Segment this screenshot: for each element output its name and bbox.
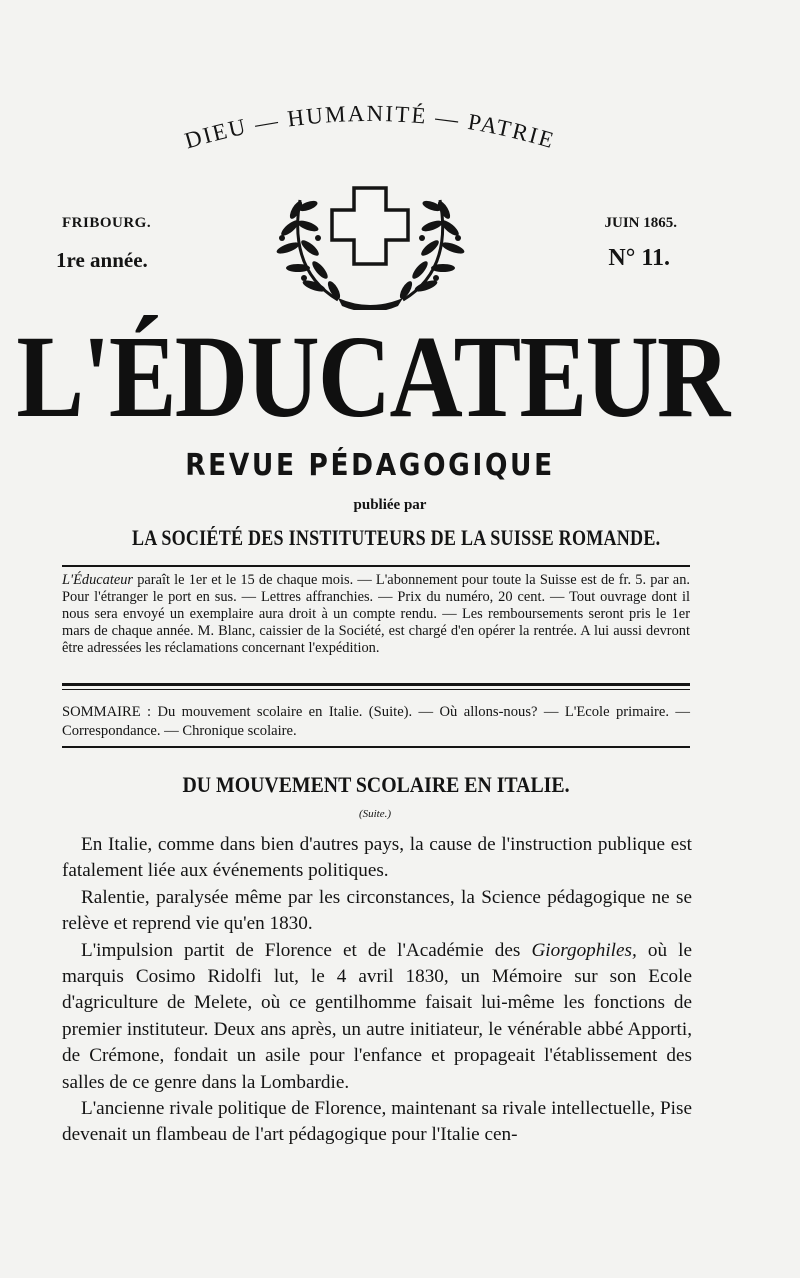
notice-text: paraît le 1er et le 15 de chaque mois. — L'abonnement pour toute la Suisse est de fr. 5. par an. Pour l'étranger le port en sus. — Lettres affranchies. — Prix du numéro, 20 cent. — Tout ouvrage dont il nous sera envoyé un exemplaire aura droit à un compte rendu. — Les remboursements seront pris le 1er mars de chaque année. M. Blanc, caissier de la Société, est chargé d'en opérer la rentrée. A lui aussi devront être adressées les réclamations concernant l'expédition. xyxy=(62,572,690,656)
swiss-cross-wreath-icon xyxy=(268,180,473,310)
article-body xyxy=(62,832,692,1149)
volume-year: 1re année. xyxy=(56,248,148,272)
publication-place: FRIBOURG. xyxy=(62,215,152,231)
masthead-subtitle: REVUE PÉDAGOGIQUE xyxy=(185,448,555,483)
article-title: DU MOUVEMENT SCOLAIRE EN ITALIE. xyxy=(182,772,570,797)
motto-text: DIEU — HUMANITÉ — PATRIE xyxy=(181,100,559,154)
table-of-contents: SOMMAIRE : Du mouvement scolaire en Italie. (Suite). — Où allons-nous? — L'Ecole primaire. — Correspondance. — Chronique scolaire. xyxy=(62,704,690,739)
motto-arc xyxy=(120,95,620,185)
paragraph: Ralentie, paralysée même par les circonstances, la Science pédagogique ne se relève et reprend vie qu'en 1830. xyxy=(62,886,692,935)
divider xyxy=(62,689,690,690)
issue-number: N° 11. xyxy=(608,245,670,271)
paragraph: L'ancienne rivale politique de Florence, maintenant sa rivale intellectuelle, Pise devenait un flambeau de l'art pédagogique pour l'Italie cen- xyxy=(62,1098,692,1146)
paragraph-text: où le marquis Cosimo Ridolfi lut, le 4 avril 1830, un Mémoire sur son Ecole d'agriculture de Melete, où ce gentilhomme faisait lui-même les fonctions de premier instituteur. Deux ans après, un autre initiateur, le vénérable abbé Apporti, de Crémone, fondait un asile pour l'enfance et propageait l'établissement des salles de ce genre dans la Lombardie. xyxy=(62,939,692,1093)
publication-date: JUIN 1865. xyxy=(604,215,677,231)
society-name-italic: Giorgophiles, xyxy=(531,939,637,961)
divider xyxy=(62,565,690,567)
divider xyxy=(62,683,690,686)
divider xyxy=(62,746,690,748)
paragraph: En Italie, comme dans bien d'autres pays, la cause de l'instruction publique est fatalement liée aux événements politiques. xyxy=(62,834,692,882)
society-name: LA SOCIÉTÉ DES INSTITUTEURS DE LA SUISSE ROMANDE. xyxy=(132,525,661,550)
masthead-title: L'ÉDUCATEUR xyxy=(16,311,729,442)
journal-name: L'Éducateur xyxy=(62,572,134,588)
published-by: publiée par xyxy=(353,497,427,513)
subscription-notice xyxy=(62,572,690,657)
paragraph-text: L'impulsion partit de Florence et de l'Académie des xyxy=(81,939,532,961)
svg-text:DIEU — HUMANITÉ — PATRIE xyxy=(182,101,558,154)
paragraph xyxy=(62,938,692,1096)
article-note: (Suite.) xyxy=(358,808,392,820)
